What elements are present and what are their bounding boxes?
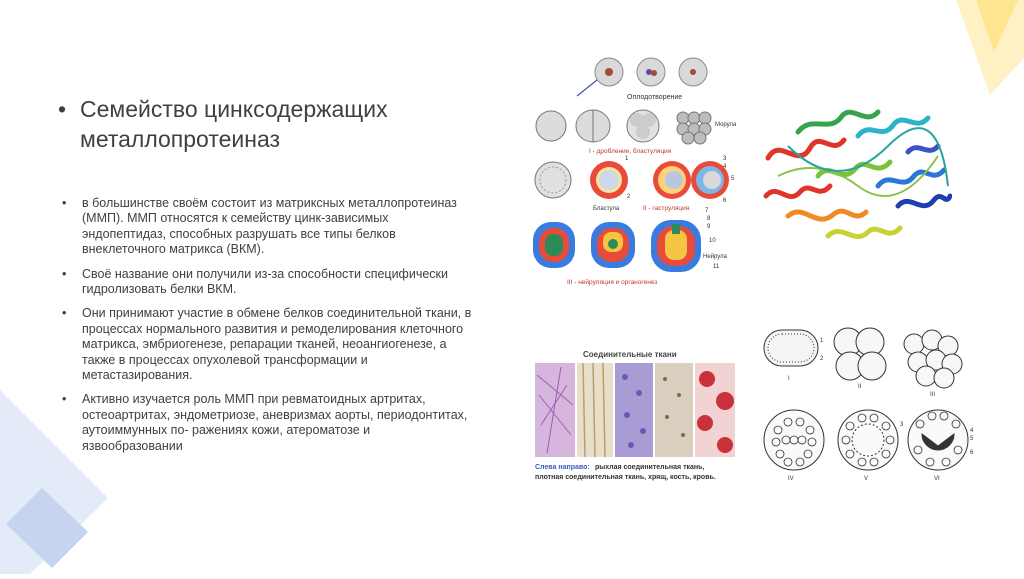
- top-right-decoration: [914, 0, 1024, 100]
- bullet-list: [62, 196, 472, 463]
- svg-text:2: 2: [820, 356, 824, 362]
- fertilization-label: Оплодотворение: [627, 94, 683, 101]
- neurula-label: Нейрула: [703, 254, 727, 260]
- svg-text:4: 4: [723, 164, 727, 170]
- embryo-development-image: [527, 52, 740, 289]
- svg-text:1: 1: [820, 338, 824, 344]
- svg-text:6: 6: [723, 198, 727, 204]
- bullet-item: • в большинстве своём состоит из матриксных металлопротеиназ (ММП). ММП относятся к семейству цинк-зависимых эндопептидаз, способных разрушать все типы белков внеклеточного матрикса (ВКМ).: [62, 196, 472, 258]
- svg-text:1: 1: [625, 156, 629, 162]
- svg-text:9: 9: [707, 224, 711, 230]
- bullet-item: • Они принимают участие в обмене белков соединительной ткани, в процессах нормального развития и ремоделирования клеточного матрикса, эмбриогенезе, репарации тканей, неоангиогенезе, а также в процессах опухолевой трансформации и метастазирования.: [62, 306, 472, 383]
- svg-text:V: V: [864, 476, 869, 482]
- cleavage-stages-image: [758, 322, 980, 484]
- svg-text:10: 10: [709, 238, 716, 244]
- svg-text:5: 5: [970, 436, 974, 442]
- svg-text:I: I: [788, 376, 790, 382]
- bullet-item: • Своё название они получили из-за способности специфически гидролизовать белки ВКМ.: [62, 267, 472, 298]
- svg-text:III: III: [930, 392, 936, 398]
- blastula-label: Бластула: [593, 206, 620, 212]
- svg-text:II: II: [858, 384, 862, 390]
- stage2-label: II - гаструляция: [643, 205, 690, 212]
- svg-text:11: 11: [713, 264, 720, 270]
- svg-text:VI: VI: [934, 476, 940, 482]
- stage1-label: I - дробление, бластуляция: [589, 148, 672, 155]
- svg-text:5: 5: [731, 176, 735, 182]
- svg-text:3: 3: [723, 156, 727, 162]
- connective-tissue-image: [527, 345, 743, 487]
- protein-structure-image: [758, 96, 952, 256]
- tissue-caption-prefix: Слева направо:: [535, 464, 590, 471]
- stage3-label: III - нейруляция и органогенез: [567, 279, 658, 286]
- title-text: Семейство цинксодержащих металлопротеиназ: [80, 96, 388, 152]
- svg-text:3: 3: [900, 422, 904, 428]
- morula-label: Морула: [715, 122, 737, 128]
- svg-text:IV: IV: [788, 476, 794, 482]
- tissue-caption-line2: плотная соединительная ткань, хрящ, кость, кровь.: [535, 474, 716, 481]
- slide-title: • Семейство цинксодержащих металлопротеиназ: [62, 94, 482, 154]
- svg-text:7: 7: [705, 208, 709, 214]
- svg-text:2: 2: [627, 194, 631, 200]
- svg-text:6: 6: [970, 450, 974, 456]
- tissue-caption-rest: рыхлая соединительная ткань,: [595, 464, 705, 471]
- svg-text:4: 4: [970, 428, 974, 434]
- tissue-title: Соединительные ткани: [583, 350, 677, 359]
- svg-text:8: 8: [707, 216, 711, 222]
- bullet-item: • Активно изучается роль ММП при ревматоидных артритах, остеоартритах, эндометриозе, аневризмах аорты, периодонтитах, аутоиммунных по- ражениях кожи, атероматозе и язвообразовании: [62, 392, 472, 454]
